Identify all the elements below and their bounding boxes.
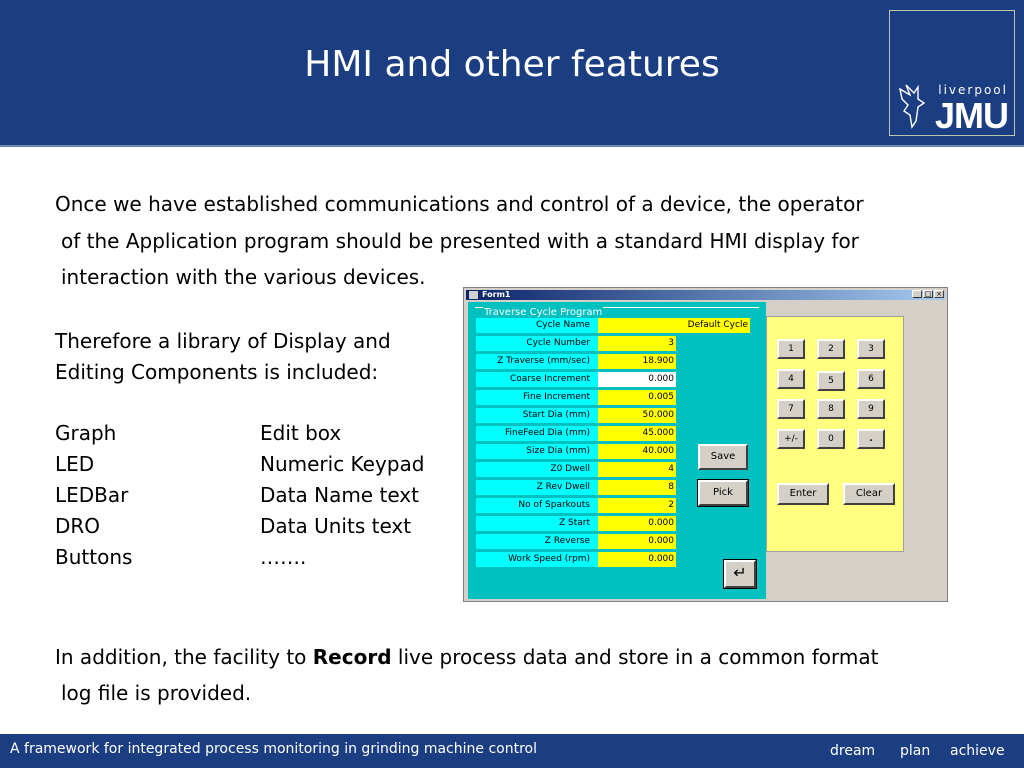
- minimize-button[interactable]: _: [912, 290, 922, 298]
- component-item: Data Units text: [260, 514, 412, 538]
- tagline-achieve: achieve: [950, 743, 1005, 759]
- slide-footer: [0, 734, 1024, 768]
- group-box-label: Traverse Cycle Program: [484, 307, 603, 318]
- field-value-z-start[interactable]: 0.000: [598, 516, 676, 531]
- field-label-cycle-number: Cycle Number: [476, 336, 598, 351]
- field-value-z-reverse[interactable]: 0.000: [598, 534, 676, 549]
- field-value-cycle-number[interactable]: 3: [598, 336, 676, 351]
- logo-text-liverpool: liverpool: [938, 83, 1008, 97]
- field-label-start-dia: Start Dia (mm): [476, 408, 598, 423]
- field-label-z-rev-dwell: Z Rev Dwell: [476, 480, 598, 495]
- field-label-cycle-name: Cycle Name: [476, 318, 598, 333]
- field-value-z0-dwell[interactable]: 4: [598, 462, 676, 477]
- paragraph-1-line-1: Once we have established communications and control of a device, the operator: [55, 192, 864, 216]
- numeric-keypad: [766, 316, 904, 552]
- close-button[interactable]: ×: [934, 290, 944, 298]
- field-value-z-rev-dwell[interactable]: 8: [598, 480, 676, 495]
- field-label-no-of-sparkouts: No of Sparkouts: [476, 498, 598, 513]
- footer-text: A framework for integrated process monitoring in grinding machine control: [10, 741, 537, 757]
- field-value-size-dia[interactable]: 40.000: [598, 444, 676, 459]
- field-label-work-speed: Work Speed (rpm): [476, 552, 598, 567]
- paragraph-2-line-2: Editing Components is included:: [55, 360, 379, 384]
- maximize-button[interactable]: □: [924, 290, 932, 298]
- slide-header: [0, 0, 1024, 147]
- enter-arrow-icon: ↵: [733, 563, 747, 582]
- keypad-enter-button[interactable]: Enter: [777, 483, 829, 505]
- paragraph-3-line-2: log file is provided.: [61, 681, 252, 705]
- group-box-border: [475, 307, 759, 318]
- field-label-z-reverse: Z Reverse: [476, 534, 598, 549]
- key-9[interactable]: 9: [857, 399, 885, 419]
- component-item: LEDBar: [55, 483, 129, 507]
- key-8[interactable]: 8: [817, 399, 845, 419]
- key-decimal[interactable]: .: [857, 429, 885, 449]
- key-1[interactable]: 1: [777, 339, 805, 359]
- field-label-finefeed-dia: FineFeed Dia (mm): [476, 426, 598, 441]
- save-button[interactable]: Save: [698, 444, 748, 470]
- field-value-z-traverse[interactable]: 18.900: [598, 354, 676, 369]
- key-3[interactable]: 3: [857, 339, 885, 359]
- paragraph-3-record: Record: [312, 645, 392, 669]
- keypad-clear-button[interactable]: Clear: [843, 483, 895, 505]
- key-plus-minus[interactable]: +/-: [777, 429, 805, 449]
- field-value-start-dia[interactable]: 50.000: [598, 408, 676, 423]
- field-label-z0-dwell: Z0 Dwell: [476, 462, 598, 477]
- component-item: …….: [260, 545, 307, 569]
- slide-title: HMI and other features: [304, 44, 720, 85]
- key-5[interactable]: 5: [817, 371, 845, 391]
- key-6[interactable]: 6: [857, 369, 885, 389]
- field-label-z-start: Z Start: [476, 516, 598, 531]
- component-item: LED: [55, 452, 95, 476]
- paragraph-3-suffix: live process data and store in a common format: [391, 645, 879, 669]
- component-item: DRO: [55, 514, 101, 538]
- field-value-work-speed[interactable]: 0.000: [598, 552, 676, 567]
- field-value-cycle-name[interactable]: Default Cycle: [598, 318, 750, 333]
- paragraph-1-line-2: of the Application program should be presented with a standard HMI display for: [61, 229, 859, 253]
- form-icon: [469, 291, 478, 299]
- tagline-plan: plan: [900, 743, 931, 759]
- form1-window: [463, 287, 948, 602]
- field-label-size-dia: Size Dia (mm): [476, 444, 598, 459]
- ljmu-logo: [889, 10, 1015, 136]
- field-label-coarse-increment: Coarse Increment: [476, 372, 598, 387]
- field-label-fine-increment: Fine Increment: [476, 390, 598, 405]
- component-item: Numeric Keypad: [260, 452, 425, 476]
- traverse-cycle-panel: [468, 302, 766, 599]
- window-titlebar[interactable]: [466, 290, 945, 300]
- field-value-fine-increment[interactable]: 0.005: [598, 390, 676, 405]
- field-value-coarse-increment[interactable]: 0.000: [598, 372, 676, 387]
- field-label-z-traverse: Z Traverse (mm/sec): [476, 354, 598, 369]
- paragraph-2-line-1: Therefore a library of Display and: [55, 329, 391, 353]
- tagline-dream: dream: [830, 743, 876, 759]
- paragraph-1-line-3: interaction with the various devices.: [61, 265, 426, 289]
- component-item: Edit box: [260, 421, 342, 445]
- window-title: Form1: [482, 290, 511, 299]
- paragraph-3-line-1: [55, 645, 878, 669]
- component-item: Buttons: [55, 545, 133, 569]
- key-4[interactable]: 4: [777, 369, 805, 389]
- field-value-no-of-sparkouts[interactable]: 2: [598, 498, 676, 513]
- key-0[interactable]: 0: [817, 429, 845, 449]
- key-7[interactable]: 7: [777, 399, 805, 419]
- component-item: Data Name text: [260, 483, 419, 507]
- field-value-finefeed-dia[interactable]: 45.000: [598, 426, 676, 441]
- paragraph-3-prefix: In addition, the facility to: [55, 645, 313, 669]
- component-item: Graph: [55, 421, 117, 445]
- pick-button[interactable]: Pick: [698, 480, 748, 506]
- logo-text-jmu: JMU: [934, 95, 1008, 136]
- key-2[interactable]: 2: [817, 339, 845, 359]
- enter-arrow-button[interactable]: [724, 560, 756, 588]
